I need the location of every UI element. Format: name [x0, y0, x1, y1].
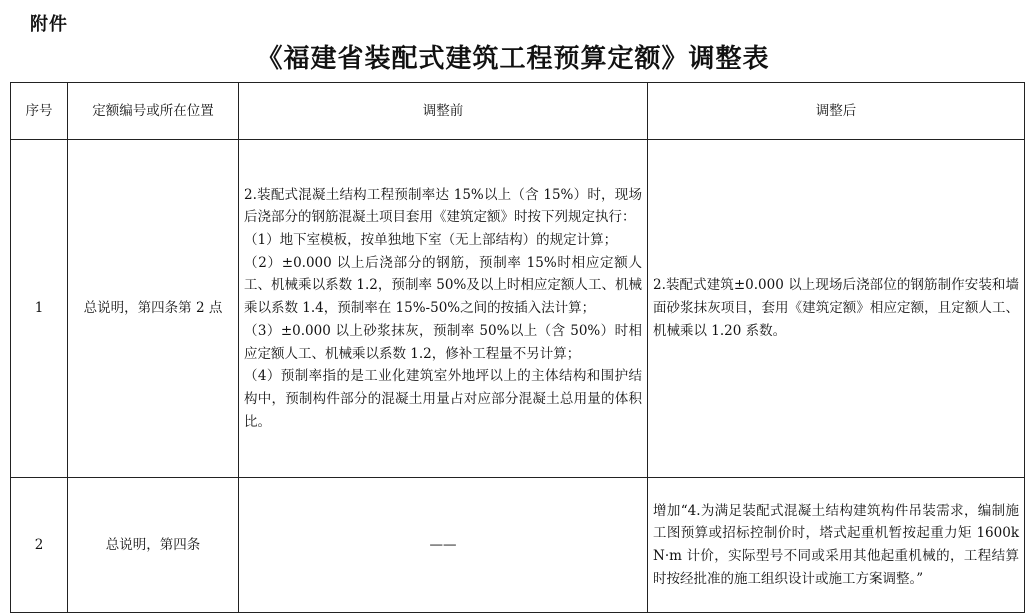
row-1-before-para-3: （2）±0.000 以上后浇部分的钢筋，预制率 15%时相应定额人工、机械乘以系数 1.2，预制率 50%及以上时相应定额人工、机械乘以系数 1.4，预制率在 15%-50%之间的按插入法计算；: [244, 254, 642, 317]
row-2-location: 总说明，第四条: [68, 478, 239, 613]
row-1-seq: 1: [11, 140, 68, 478]
header-seq: 序号: [11, 83, 68, 140]
row-1-location: 总说明，第四条第 2 点: [68, 140, 239, 478]
table-row: [11, 478, 1025, 613]
table-header-row: [11, 83, 1025, 140]
header-location: 定额编号或所在位置: [68, 83, 239, 140]
row-1-before-para-4: （3）±0.000 以上砂浆抹灰，预制率 50%以上（含 50%）时相应定额人工、机械乘以系数 1.2，修补工程量不另计算；: [244, 322, 642, 362]
row-2-seq: 2: [11, 478, 68, 613]
adjustment-table: [10, 82, 1025, 613]
row-1-before-para-1: 2.装配式混凝土结构工程预制率达 15%以上（含 15%）时，现场后浇部分的钢筋混凝土项目套用《建筑定额》时按下列规定执行：: [244, 186, 642, 226]
row-1-after: 2.装配式建筑±0.000 以上现场后浇部位的钢筋制作安装和墙面砂浆抹灰项目，套用《建筑定额》相应定额，且定额人工、机械乘以 1.20 系数。: [648, 140, 1025, 478]
row-1-before-para-5: （4）预制率指的是工业化建筑室外地坪以上的主体结构和围护结构中，预制构件部分的混凝土用量占对应部分混凝土总用量的体积比。: [244, 368, 642, 430]
row-1-before: [239, 140, 648, 478]
attachment-label: 附件: [30, 14, 68, 35]
row-2-after: 增加“4.为满足装配式混凝土结构建筑构件吊装需求，编制施工图预算或招标控制价时，塔式起重机暂按起重力矩 1600kN·m 计价，实际型号不同或采用其他起重机械的，工程结算时按经批准的施工组织设计或施工方案调整。”: [648, 478, 1025, 613]
table-row: [11, 140, 1025, 478]
row-2-before: ——: [239, 478, 648, 613]
header-after: 调整后: [648, 83, 1025, 140]
header-before: 调整前: [239, 83, 648, 140]
document-title: 《福建省装配式建筑工程预算定额》调整表: [256, 44, 770, 74]
row-1-before-para-2: （1）地下室模板，按单独地下室（无上部结构）的规定计算；: [244, 232, 618, 249]
